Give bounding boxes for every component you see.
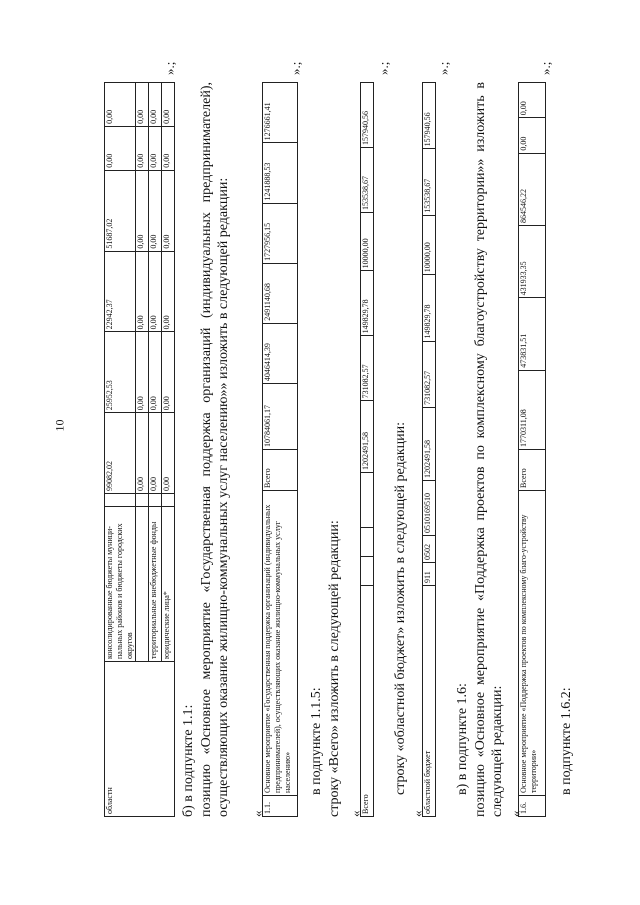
- top-table-item-cell: территориальные внебюджетные фонды: [149, 507, 162, 662]
- table-item-1-6: [518, 82, 546, 817]
- open-quote: «: [250, 810, 265, 817]
- value-cell: 22942,37: [105, 251, 136, 332]
- table-regional-budget: [422, 82, 436, 817]
- value-cell: 0,00: [149, 126, 162, 170]
- top-table-item-cell: консолидированные бюджеты муници-пальных районов и бюджеты городских округов: [105, 507, 136, 662]
- item-name: Основное мероприятие «Государственная поддержка организаций (индивидуальных предпринимателей), осуществляющих оказание жилищно-коммунальных услуг населению»: [263, 491, 298, 796]
- value-cell: 0,00: [149, 251, 162, 332]
- open-quote: «: [508, 810, 523, 817]
- source-cell: Всего: [263, 450, 298, 491]
- value-cell: 10784061,17: [263, 384, 298, 450]
- value-cell: 864546,22: [519, 153, 546, 225]
- paragraph-heading: в) в подпункте 1.6:: [455, 683, 470, 795]
- paragraph-text: строку «Всего» изложить в следующей редакции:: [327, 520, 342, 817]
- top-table-item-cell: юридические лица*: [162, 507, 175, 662]
- top-table: [104, 82, 175, 817]
- end-quote: ».;: [436, 61, 451, 75]
- table-row: [263, 83, 298, 817]
- value-cell: 0,00: [136, 83, 149, 127]
- value-cell: 1727956,15: [263, 203, 298, 263]
- paragraph-heading: в подпункте 1.1.5:: [309, 687, 324, 795]
- value-cell: 0,00: [149, 413, 162, 494]
- table-row: [105, 83, 136, 817]
- open-quote: «: [348, 810, 363, 817]
- value-cell: 2491140,68: [263, 263, 298, 323]
- table-total: [360, 82, 374, 817]
- source-cell: Всего: [519, 450, 546, 491]
- value-cell: 1276661,41: [263, 83, 298, 143]
- value-cell: 1241888,53: [263, 143, 298, 203]
- paragraph-text: позицию «Основное мероприятие «Поддержка проектов по комплексному благоустройству территории»» изложить в следующей редакции:: [473, 82, 505, 817]
- end-quote: ».;: [376, 61, 391, 75]
- value-cell: 431933,35: [519, 225, 546, 297]
- value-cell: 1770311,08: [519, 370, 546, 449]
- value-cell: 0,00: [162, 170, 175, 251]
- value-cell: 0,00: [136, 251, 149, 332]
- value-cell: 149829,78: [423, 275, 436, 341]
- value-cell: 0,00: [136, 413, 149, 494]
- value-cell: 0,00: [149, 332, 162, 413]
- value-cell: 4046414,39: [263, 323, 298, 383]
- code-cell: 0502: [423, 536, 436, 563]
- paragraph-text: строку «областной бюджет» изложить в следующей редакции:: [393, 422, 408, 795]
- value-cell: 0,00: [136, 170, 149, 251]
- value-cell: 153538,67: [361, 148, 374, 213]
- value-cell: 0,00: [105, 83, 136, 127]
- value-cell: 25952,53: [105, 332, 136, 413]
- value-cell: 0,00: [162, 83, 175, 127]
- value-cell: 51687,02: [105, 170, 136, 251]
- item-number: 1.1.: [263, 796, 298, 817]
- value-cell: 157940,56: [361, 83, 374, 148]
- value-cell: 0,00: [136, 126, 149, 170]
- value-cell: 0,00: [162, 251, 175, 332]
- value-cell: 99082,02: [105, 413, 136, 494]
- value-cell: 10000,00: [423, 215, 436, 275]
- row-label: областной бюджет: [423, 586, 436, 817]
- value-cell: 1202491,58: [423, 407, 436, 480]
- value-cell: 0,00: [136, 332, 149, 413]
- table-row: [519, 83, 546, 817]
- code-cell: 0510169510: [423, 481, 436, 536]
- table-row: [361, 83, 374, 817]
- value-cell: 0,00: [162, 332, 175, 413]
- top-table-item-cell: [136, 507, 149, 662]
- value-cell: 731082,57: [361, 336, 374, 401]
- table-item-1-1: [262, 82, 298, 817]
- value-cell: 0,00: [149, 83, 162, 127]
- value-cell: 157940,56: [423, 83, 436, 149]
- value-cell: 1202491,58: [361, 401, 374, 473]
- table-row: [423, 83, 436, 817]
- value-cell: 10000,00: [361, 213, 374, 271]
- end-quote: ».;: [288, 61, 303, 75]
- value-cell: 0,00: [162, 126, 175, 170]
- open-quote: «: [410, 810, 425, 817]
- value-cell: 0,00: [519, 118, 546, 153]
- top-table-name-cell: областн: [105, 662, 175, 817]
- value-cell: 473831,51: [519, 298, 546, 370]
- page-number: 10: [52, 419, 67, 432]
- item-number: 1.6.: [519, 796, 546, 817]
- value-cell: 0,00: [149, 170, 162, 251]
- value-cell: 0,00: [519, 83, 546, 118]
- value-cell: 0,00: [105, 126, 136, 170]
- value-cell: 731082,57: [423, 341, 436, 407]
- paragraph-heading: б) в подпункте 1.1:: [181, 704, 196, 817]
- code-cell: 911: [423, 563, 436, 586]
- paragraph-text: позицию «Основное мероприятие «Государственная поддержка организаций (индивидуальных предпринимателей), осуществляющих оказание жилищно-коммунальных услуг населению»» изложить в следующей редакции:: [199, 82, 231, 817]
- end-quote: ».;: [162, 61, 177, 75]
- value-cell: 153538,67: [423, 149, 436, 215]
- end-quote: ».;: [538, 61, 553, 75]
- value-cell: 149829,78: [361, 271, 374, 336]
- row-label: Всего: [361, 586, 374, 817]
- item-name: Основное мероприятие «Поддержка проектов по комплексному благо-устройству территории»: [519, 491, 546, 796]
- paragraph-heading: в подпункте 1.6.2:: [559, 687, 574, 795]
- value-cell: 0,00: [162, 413, 175, 494]
